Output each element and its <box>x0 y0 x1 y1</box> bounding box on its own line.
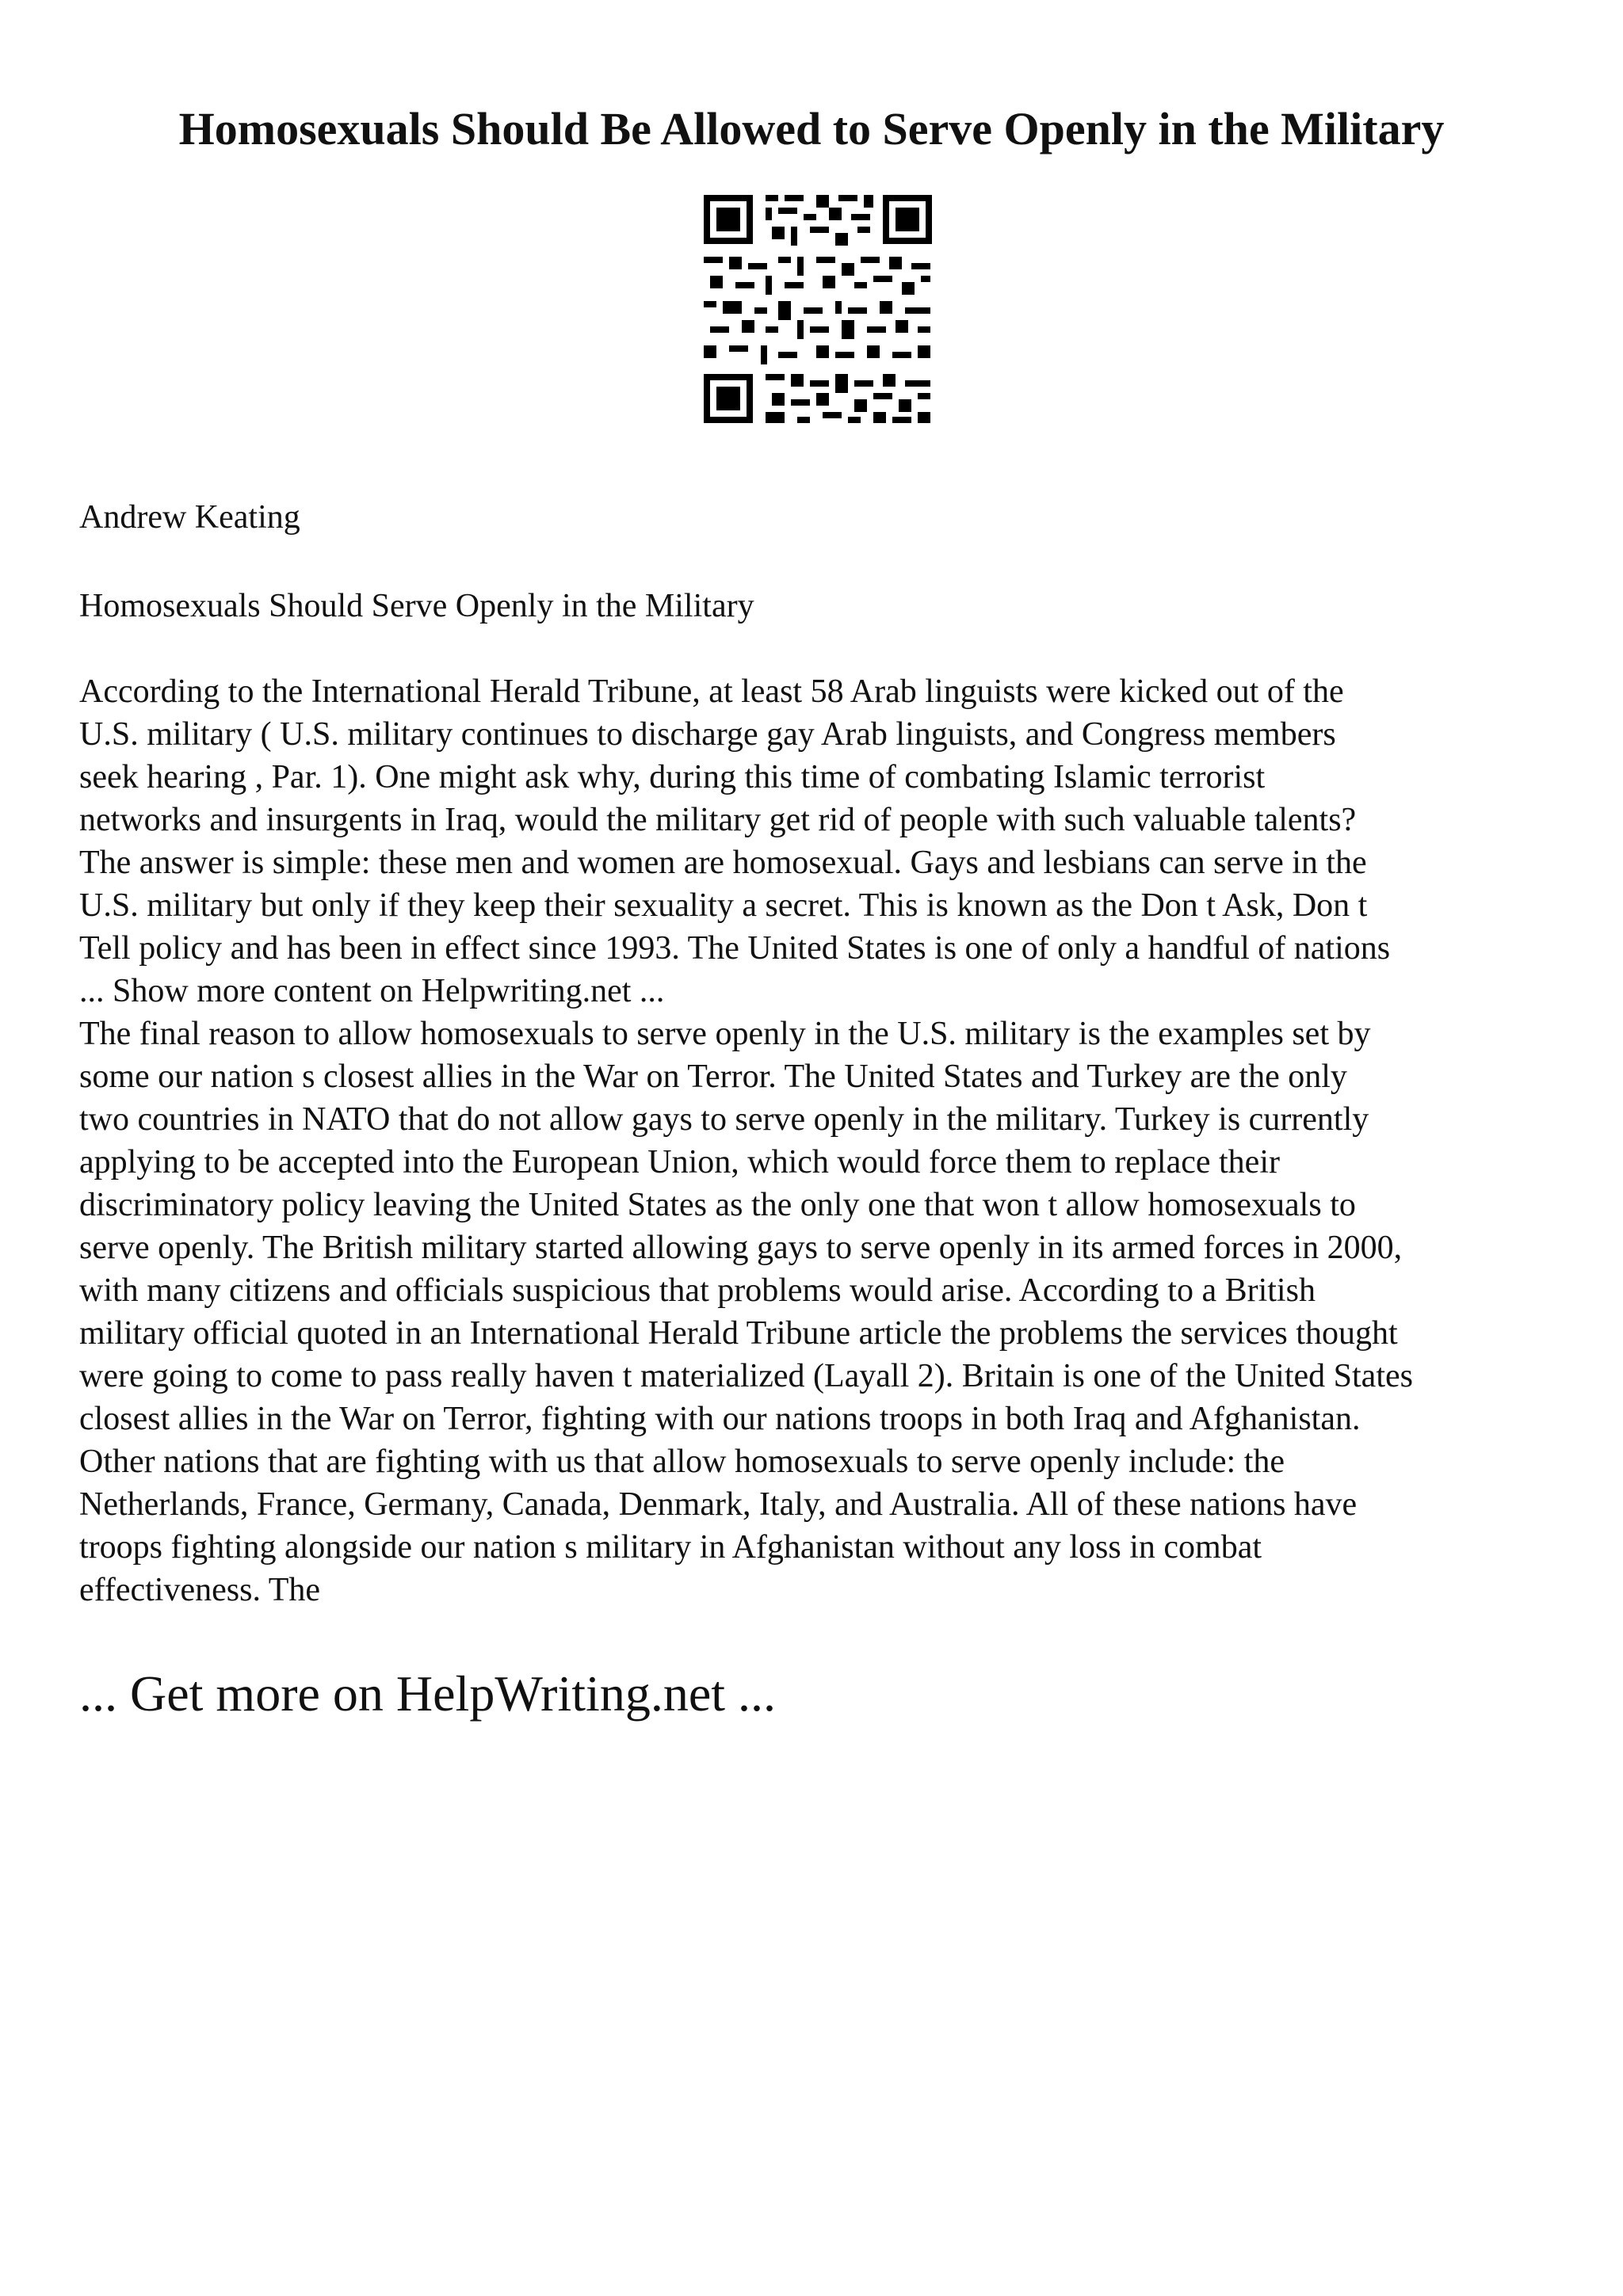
body-line: The final reason to allow homosexuals to serve openly in the U.S. military is the examples set by <box>79 1016 1371 1052</box>
body-line: applying to be accepted into the European Union, which would force them to replace their <box>79 1144 1280 1180</box>
body-line: two countries in NATO that do not allow gays to serve openly in the military. Turkey is currently <box>79 1101 1369 1138</box>
qr-code-icon[interactable] <box>699 190 937 428</box>
get-more-link[interactable]: ... Get more on HelpWriting.net ... <box>79 1665 776 1722</box>
body-line: with many citizens and officials suspicious that problems would arise. According to a British <box>79 1272 1316 1309</box>
body-line: seek hearing , Par. 1). One might ask why, during this time of combating Islamic terrorist <box>79 759 1266 795</box>
essay-body <box>79 670 1569 1611</box>
essay-subtitle: Homosexuals Should Serve Openly in the Military <box>79 588 754 624</box>
body-line: troops fighting alongside our nation s military in Afghanistan without any loss in combat <box>79 1529 1262 1566</box>
body-line: serve openly. The British military started allowing gays to serve openly in its armed forces in 2000, <box>79 1230 1403 1266</box>
body-line: Tell policy and has been in effect since 1993. The United States is one of only a handful of nations <box>79 930 1391 967</box>
author-name: Andrew Keating <box>79 499 300 536</box>
body-line: According to the International Herald Tribune, at least 58 Arab linguists were kicked out of the <box>79 673 1344 710</box>
body-line: effectiveness. The <box>79 1572 320 1608</box>
body-line: military official quoted in an International Herald Tribune article the problems the services thought <box>79 1315 1398 1352</box>
show-more-link[interactable]: ... Show more content on Helpwriting.net ... <box>79 973 665 1009</box>
body-line: The answer is simple: these men and women are homosexual. Gays and lesbians can serve in the <box>79 845 1367 881</box>
body-line: some our nation s closest allies in the War on Terror. The United States and Turkey are the only <box>79 1058 1347 1095</box>
body-line: Netherlands, France, Germany, Canada, Denmark, Italy, and Australia. All of these nations have <box>79 1486 1358 1523</box>
body-line: closest allies in the War on Terror, fighting with our nations troops in both Iraq and Afghanistan. <box>79 1401 1361 1437</box>
body-line: Other nations that are fighting with us that allow homosexuals to serve openly include: the <box>79 1444 1285 1480</box>
body-line: U.S. military ( U.S. military continues to discharge gay Arab linguists, and Congress members <box>79 716 1336 753</box>
body-line: U.S. military but only if they keep their sexuality a secret. This is known as the Don t Ask, Don t <box>79 887 1368 924</box>
body-line: were going to come to pass really haven t materialized (Layall 2). Britain is one of the United States <box>79 1358 1413 1394</box>
body-line: networks and insurgents in Iraq, would the military get rid of people with such valuable talents? <box>79 802 1357 838</box>
body-line: discriminatory policy leaving the United States as the only one that won t allow homosexuals to <box>79 1187 1356 1223</box>
qr-code-graphic <box>699 190 937 428</box>
document-title: Homosexuals Should Be Allowed to Serve Openly in the Military <box>178 103 1445 154</box>
